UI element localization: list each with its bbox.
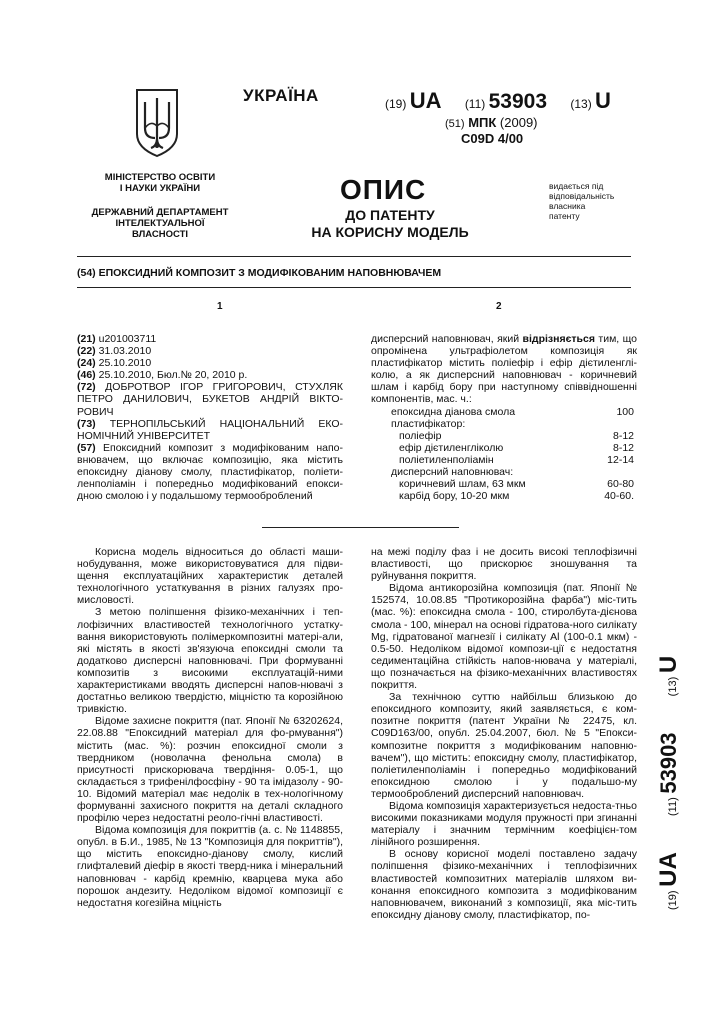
country-code: UA (409, 88, 442, 113)
biblio-entry: (21) u201003711 (77, 333, 157, 345)
biblio-entry: (46) 25.10.2010, Бюл.№ 20, 2010 р. (77, 369, 248, 382)
document-title: ОПИС (340, 174, 427, 205)
ministry-name: МІНІСТЕРСТВО ОСВІТИ І НАУКИ УКРАЇНИ (104, 172, 216, 194)
paragraph: Відоме захисне покриття (пат. Японії № 63202624, 22.08.88 "Епоксидний матеріал для фо-рмування") містить (мас. %): розчин епоксидної смоли з твердником (новолачна фенольна смола) в присутності прискорювача твердіння- 0.05-1, що складається з трифенілфосфіну - 90 та імідазолу - 90-10. Відомий матеріал має недолік в тех-нологічному формуванні захисного покриття на деталі складного профілю через недостатні реоло-гічні властивості. (77, 715, 343, 825)
composition-table (371, 406, 637, 503)
table-row: коричневий шлам, 63 мкм 60-80 (399, 478, 634, 491)
paragraph: Корисна модель відноситься до області маши-нобудування, може використовуватися для підви-щення експлуатаційних характеристик деталей технологічного устаткування в різних галузях про-мисловості. (77, 546, 343, 607)
code-11: (11) (464, 97, 486, 111)
table-row: поліефір 8-12 (399, 429, 634, 442)
column-number: 1 (217, 301, 223, 312)
code-13: (13) (570, 97, 592, 111)
paragraph: З метою поліпшення фізико-механічних і теп-лофізичних властивостей технологічного устатку-вання використовують полімеркомпозитні матері-али, які містять в якості зв'язуюча епоксидні смоли та додатково дисперсні наповнювачі. При формуванні композитів з високими експлуатацій-ними характеристиками вводять дисперсні напов-нювачі з достатньо великою твердістю, міцністю та корозійною тривкістю. (77, 606, 343, 716)
mpk-line (445, 115, 538, 130)
mpk-code: (51) (445, 118, 465, 130)
column-number: 2 (496, 301, 502, 312)
paragraph: Відома композиція для покриттів (а. с. № 1148855, опубл. в Б.И., 1985, № 13 "Композиція для покриттів"), що містить епоксидно-діанову смолу, кислий глифталевий діефір в якості тверд-ника і мінеральний наповнювач - карбід кремнію, кварцева мука або порошок андезиту. Недоліком відомої композиції є недостатня когезійна міцність (77, 824, 343, 909)
paragraph: на межі поділу фаз і не досить високі теплофізичні властивості, що прискорює зношування та руйнування покриття. (371, 546, 637, 583)
section-divider (262, 527, 459, 528)
patent-number: 53903 (488, 90, 548, 113)
table-row: поліетиленполіамін 12-14 (399, 453, 634, 466)
paragraph: Відома антикорозійна композиція (пат. Японії № 152574, 10.08.85 "Протикорозійна фарба") міс-тить (мас. %): епоксидна смола - 100, стиролбута-дієнова смола - 100, мінерал на основі гідратова-ного силікату Mg, гідратованої магнезії і силікату Al (100-0.1 мкм) - 0.5-50. Недоліком відомої компози-ції є недостатня седиментаційна стійкість напов-нювача у матеріалі, що позначається на фізико-механічних властивостях покриття. (371, 582, 637, 692)
paragraph: Відома композиція характеризується недоста-тньо високими показниками модуля пружності при згинанні матеріалу і значним термічним коефіцієн-том лінійного розширення. (371, 799, 637, 849)
description-left-column (77, 546, 343, 909)
table-row: дисперсний наповнювач: (391, 466, 514, 479)
description-right-column (371, 546, 637, 921)
table-row: пластифікатор: (391, 417, 466, 430)
divider (77, 256, 631, 257)
biblio-entry: (73) ТЕРНОПІЛЬСЬКИЙ НАЦІОНАЛЬНИЙ ЕКО-НОМІЧНИЙ УНІВЕРСИТЕТ (77, 417, 343, 442)
department-name: ДЕРЖАВНИЙ ДЕПАРТАМЕНТ ІНТЕЛЕКТУАЛЬНОЇ ВЛАСНОСТІ (91, 207, 229, 240)
table-row: ефір дієтиленгліколю 8-12 (399, 441, 634, 454)
paragraph: В основу корисної моделі поставлено задачу поліпшення фізико-механічних і теплофізичних властивостей композитних матеріалів шляхом ви-конання епоксидного композита з модифікованим наповнювачем, виконаний з композиції, яка міс-тить епоксидну діанову смолу, пластифікатор, по- (371, 848, 637, 921)
ipc-class: C09D 4/00 (461, 131, 524, 146)
mpk-label: МПК (468, 115, 497, 130)
bibliographic-data (77, 333, 343, 502)
table-row: карбід бору, 10-20 мкм 40-60. (399, 490, 634, 503)
trident-emblem-icon (133, 88, 181, 158)
table-row: епоксидна діанова смола 100 (391, 405, 634, 418)
issued-note: видається під відповідальність власника патенту (549, 181, 615, 221)
claim-text: дисперсний наповнювач, який відрізняється тим, що опромінена ультрафіолетом композиція як пластифікатор містить поліефір і ефір дієтиленглі-колю, а як дисперсний наповнювач - коричневий шлам і карбід бору при наступному співвідношенні компонентів, мас. ч.: епоксидна діанова смола 100 пластифікатор: поліефір 8-12 ефір дієтиленгліколю 8-12 поліетиленполіамін 12-14 дисперсний наповнювач: коричневий шлам, 63 мкм 60-80 карбід бору, 10-20 мкм 40-60. (371, 333, 637, 503)
paragraph: За технічною суттю найбільш близькою до епоксидного композиту, який заявляється, є ком-позитне покриття (патент України № 22475, кл. C09D163/00, опубл. 25.04.2007, бюл. № 5 "Епокси-композитне покриття з модифікованим наповню-вачем"), що містить: епоксидну смолу, пластифікатор, поліетиленполіамін і попередньо модифікований епоксидною смолою і у подальшо-му термооброблений дисперсний наповнювач. (371, 691, 637, 800)
invention-title: (54) ЕПОКСИДНИЙ КОМПОЗИТ З МОДИФІКОВАНИМ НАПОВНЮВАЧЕМ (77, 267, 442, 279)
biblio-entry: (24) 25.10.2010 (77, 357, 152, 370)
code-19: (19) (385, 97, 407, 111)
country-name: УКРАЇНА (243, 86, 319, 105)
biblio-entry: (57) Епоксидний композит з модифікованим напо-внювачем, що включає композицію, яка містить епоксидну діанову смолу, пластифікатор, поліети-ленполіамін і попередньо модифікований епокси-дною смолою і у подальшому термооброблений (77, 441, 343, 503)
biblio-entry: (72) ДОБРОТВОР ІГОР ГРИГОРОВИЧ, СТУХЛЯК ПЕТРО ДАНИЛОВИЧ, БУКЕТОВ АНДРІЙ ВІКТО-РОВИЧ (77, 381, 343, 418)
divider (77, 287, 631, 288)
vertical-patent-number: (19) UA (11) 53903 (13) U (655, 655, 682, 910)
patent-number-line (385, 88, 611, 114)
document-subtitle: ДО ПАТЕНТУ НА КОРИСНУ МОДЕЛЬ (311, 207, 469, 240)
biblio-entry: (22) 31.03.2010 (77, 345, 152, 358)
patent-kind: U (595, 88, 611, 113)
claim-emphasis: відрізняється (522, 333, 595, 345)
mpk-year: (2009) (499, 115, 538, 130)
